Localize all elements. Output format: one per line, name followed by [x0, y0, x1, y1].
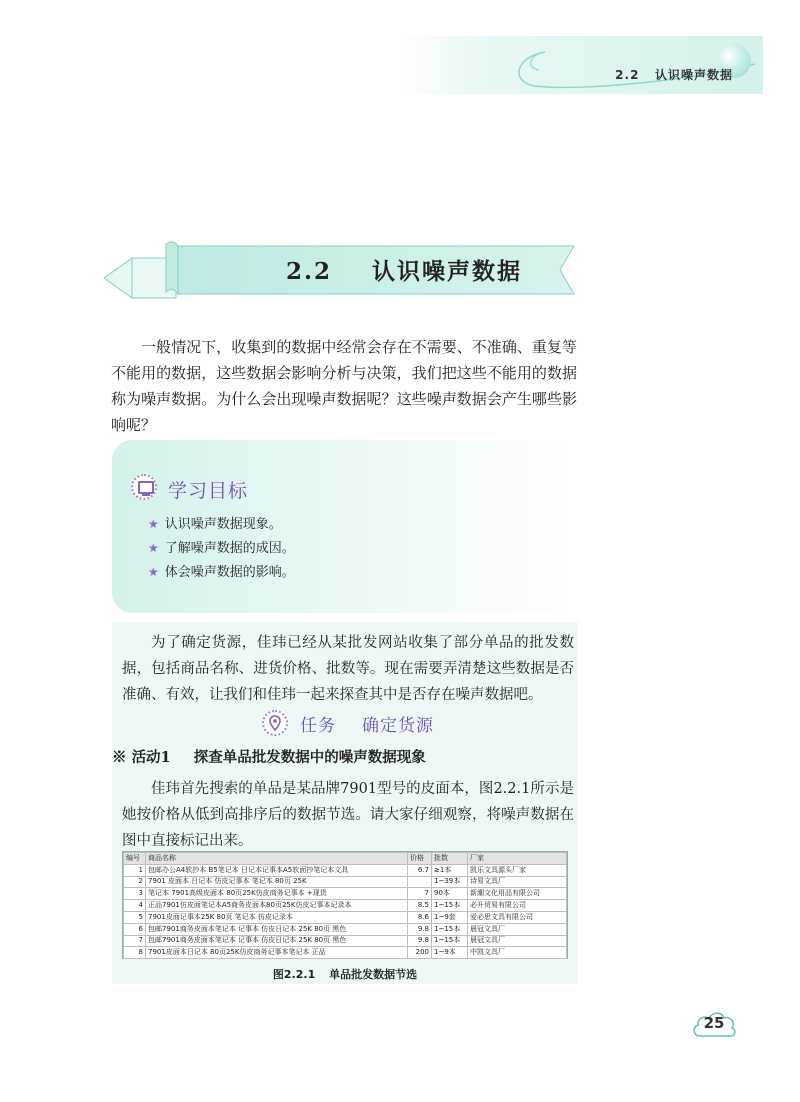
- section-banner: [104, 236, 582, 306]
- table-cell: 9.8: [408, 935, 432, 947]
- table-cell: 7: [124, 935, 146, 947]
- star-icon: ★: [148, 517, 159, 531]
- task-name: 确定货源: [362, 715, 434, 736]
- table-cell: 包邮7901商务皮面本笔记本 记事本 仿皮日记本 25K 80页 黑色: [146, 935, 408, 947]
- column-header: 编号: [124, 853, 146, 865]
- column-header: 厂家: [468, 853, 567, 865]
- running-header: [400, 36, 763, 94]
- table-cell: 1~15本: [432, 923, 468, 935]
- task-heading: [262, 708, 434, 738]
- table-cell: 包邮7901商务皮面本笔记本 记事本 仿皮日记本 25K 80页 黑色: [146, 923, 408, 935]
- table-cell: 诗易文具厂: [468, 876, 567, 888]
- table-row: [124, 900, 567, 912]
- location-pin-icon: [262, 710, 288, 736]
- table-cell: 7901皮面记事本25K 80页 笔记本 仿皮记录本: [146, 911, 408, 923]
- table-cell: 7: [408, 888, 432, 900]
- table-cell: 1~9套: [432, 911, 468, 923]
- column-header: 价格: [408, 853, 432, 865]
- table-row: [124, 888, 567, 900]
- table-cell: 8: [124, 947, 146, 959]
- running-header-label: 认识噪声数据: [654, 68, 733, 82]
- section-title: [254, 253, 554, 286]
- wholesale-data-figure: [122, 851, 568, 959]
- table-cell: 8.5: [408, 900, 432, 912]
- table-cell: 包邮办公A4软抄本 B5笔记本 日记本记事本A5软面抄笔记本文具: [146, 864, 408, 876]
- table-cell: 90本: [432, 888, 468, 900]
- task-intro-paragraph: 为了确定货源，佳玮已经从某批发网站收集了部分单品的批发数据，包括商品名称、进货价格、批数等。现在需要弄清楚这些数据是否准确、有效，让我们和佳玮一起来探查其中是否存在噪声数据吧。: [122, 635, 574, 703]
- task-label: 任务: [300, 715, 336, 736]
- table-cell: ≥1本: [432, 864, 468, 876]
- running-header-title: [615, 66, 733, 83]
- activity-label: 活动1: [131, 749, 171, 766]
- table-cell: 6.7: [408, 864, 432, 876]
- table-row: [124, 911, 567, 923]
- table-cell: 200: [408, 947, 432, 959]
- table-cell: 8.6: [408, 911, 432, 923]
- table-cell: 1~9本: [432, 947, 468, 959]
- table-cell: 1~15本: [432, 900, 468, 912]
- learning-goal-item: [148, 560, 295, 584]
- learning-goals-box: [112, 440, 578, 613]
- activity-heading: [112, 746, 426, 767]
- table-cell: 正品7901仿皮面笔记本A5商务皮面本80页25K仿皮记事本记录本: [146, 900, 408, 912]
- running-header-number: 2.2: [615, 68, 640, 82]
- table-header-row: [124, 853, 567, 865]
- monitor-icon: [131, 474, 157, 500]
- table-cell: [408, 876, 432, 888]
- table-cell: 5: [124, 911, 146, 923]
- activity-name: 探查单品批发数据中的噪声数据现象: [193, 749, 426, 766]
- table-cell: 1: [124, 864, 146, 876]
- table-row: [124, 935, 567, 947]
- table-cell: 2: [124, 876, 146, 888]
- table-cell: 新潮文化用品有限公司: [468, 888, 567, 900]
- intro-paragraph: 一般情况下，收集到的数据中经常会存在不需要、不准确、重复等不能用的数据，这些数据会影响分析与决策，我们把这些不能用的数据称为噪声数据。为什么会出现噪声数据呢？这些噪声数据会产生哪些影响呢？: [111, 338, 577, 434]
- table-row: [124, 876, 567, 888]
- figure-caption: [112, 966, 578, 982]
- page-number-badge: [690, 1006, 738, 1042]
- section-number: 2.2: [285, 258, 332, 285]
- table-cell: 4: [124, 900, 146, 912]
- task-panel: [112, 622, 578, 984]
- table-cell: 中凯文具厂: [468, 947, 567, 959]
- table-cell: 1~15本: [432, 935, 468, 947]
- learning-goal-item: [148, 536, 295, 560]
- star-icon: ★: [148, 565, 159, 579]
- learning-goal-text: 体会噪声数据的影响。: [164, 565, 295, 580]
- learning-goals-list: [148, 512, 295, 584]
- table-cell: 必升贸易有限公司: [468, 900, 567, 912]
- table-cell: 1~39本: [432, 876, 468, 888]
- table-cell: 笔记本 7901高级皮面本 80页25K仿皮商务记事本 +现货: [146, 888, 408, 900]
- wholesale-data-table: [123, 852, 567, 959]
- table-row: [124, 947, 567, 959]
- table-cell: 7901皮面本日记本 80页25K仿皮商务记事本笔记本 正品: [146, 947, 408, 959]
- column-header: 批数: [432, 853, 468, 865]
- table-cell: 晨冠文具厂: [468, 935, 567, 947]
- section-title-text: 认识噪声数据: [372, 258, 523, 285]
- activity-marker: ※: [112, 749, 127, 766]
- figure-caption-number: 图2.2.1: [272, 968, 316, 981]
- star-icon: ★: [148, 541, 159, 555]
- activity-paragraph: 佳玮首先搜索的单品是某品牌7901型号的皮面本，图2.2.1所示是她按价格从低到高排序后的数据节选。请大家仔细观察，将噪声数据在图中直接标记出来。: [122, 781, 574, 849]
- table-row: [124, 864, 567, 876]
- table-cell: 晨冠文具厂: [468, 923, 567, 935]
- learning-goal-item: [148, 512, 295, 536]
- learning-goal-text: 认识噪声数据现象。: [164, 517, 282, 532]
- figure-caption-title: 单品批发数据节选: [329, 968, 418, 981]
- table-cell: 9.8: [408, 923, 432, 935]
- learning-goals-heading: 学习目标: [168, 480, 249, 502]
- table-row: [124, 923, 567, 935]
- table-cell: 3: [124, 888, 146, 900]
- table-cell: 6: [124, 923, 146, 935]
- table-cell: 凯乐文具源头厂家: [468, 864, 567, 876]
- page-number: 25: [703, 1014, 725, 1032]
- table-cell: 爱必思文具有限公司: [468, 911, 567, 923]
- learning-goal-text: 了解噪声数据的成因。: [164, 541, 295, 556]
- table-cell: 7901 皮面本 日记本 仿皮记事本 笔记本 80页 25K: [146, 876, 408, 888]
- column-header: 商品名称: [146, 853, 408, 865]
